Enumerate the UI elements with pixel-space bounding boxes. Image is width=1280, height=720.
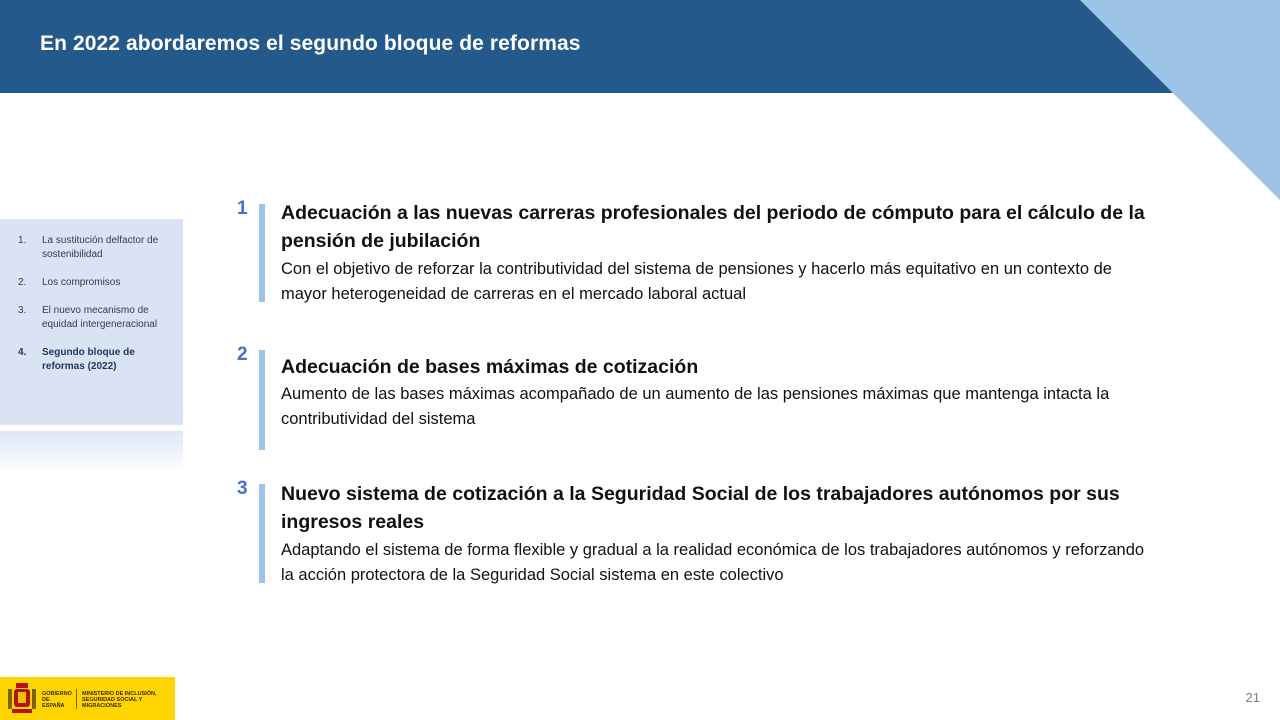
reform-description: Aumento de las bases máximas acompañado de un aumento de las pensiones máximas que mantenga intacta la contributividad del sistema — [281, 385, 1110, 428]
agenda-item-number: 4. — [18, 347, 27, 358]
agenda-item-label: Los compromisos — [42, 277, 121, 288]
logo-ministry-text: MINISTERIO DE INCLUSIÓN, SEGURIDAD SOCIAL Y MIGRACIONES — [82, 691, 157, 709]
reform-number: 3 — [237, 478, 248, 499]
reform-title: Nuevo sistema de cotización a la Seguridad Social de los trabajadores autónomos por sus ingresos reales — [281, 483, 1120, 533]
reform-description: Adaptando el sistema de forma flexible y gradual a la realidad económica de los trabajadores autónomos y reforzando la acción protectora de la Seguridad Social sistema en este colectivo — [281, 541, 1145, 584]
agenda-item-active — [0, 346, 183, 374]
agenda-item-label: La sustitución delfactor de sostenibilidad — [42, 235, 159, 260]
logo-divider — [76, 689, 77, 709]
reform-number: 1 — [237, 198, 248, 219]
agenda-item-label: Segundo bloque de reformas (2022) — [42, 347, 135, 372]
agenda-item-number: 1. — [18, 235, 27, 246]
reform-accent-bar — [259, 350, 265, 450]
agenda-item — [0, 304, 183, 332]
reform-description: Con el objetivo de reforzar la contributividad del sistema de pensiones y hacerlo más equitativo en un contexto de mayor heterogeneidad de carreras en el mercado laboral actual — [281, 260, 1112, 303]
logo-government-text: GOBIERNO DE ESPAÑA — [42, 691, 72, 709]
reform-accent-bar — [259, 484, 265, 583]
reform-accent-bar — [259, 204, 265, 302]
reform-item-2 — [237, 344, 1157, 454]
reform-number: 2 — [237, 344, 248, 365]
reform-item-3 — [237, 478, 1157, 588]
agenda-item-number: 2. — [18, 277, 27, 288]
agenda-item-number: 3. — [18, 305, 27, 316]
coat-of-arms-icon — [2, 677, 42, 720]
government-logo — [0, 677, 175, 720]
agenda-item-label: El nuevo mecanismo de equidad intergeneracional — [42, 305, 158, 330]
agenda-item — [0, 234, 183, 262]
reform-title: Adecuación de bases máximas de cotización — [281, 356, 699, 378]
reform-item-1 — [237, 198, 1157, 308]
agenda-item — [0, 276, 183, 290]
page-number: 21 — [1245, 690, 1260, 705]
page-title: En 2022 abordaremos el segundo bloque de reformas — [40, 32, 581, 55]
sidebar-fade — [0, 431, 183, 473]
reform-title: Adecuación a las nuevas carreras profesionales del periodo de cómputo para el cálculo de la pensión de jubilación — [281, 202, 1145, 252]
agenda-sidebar — [0, 219, 183, 425]
